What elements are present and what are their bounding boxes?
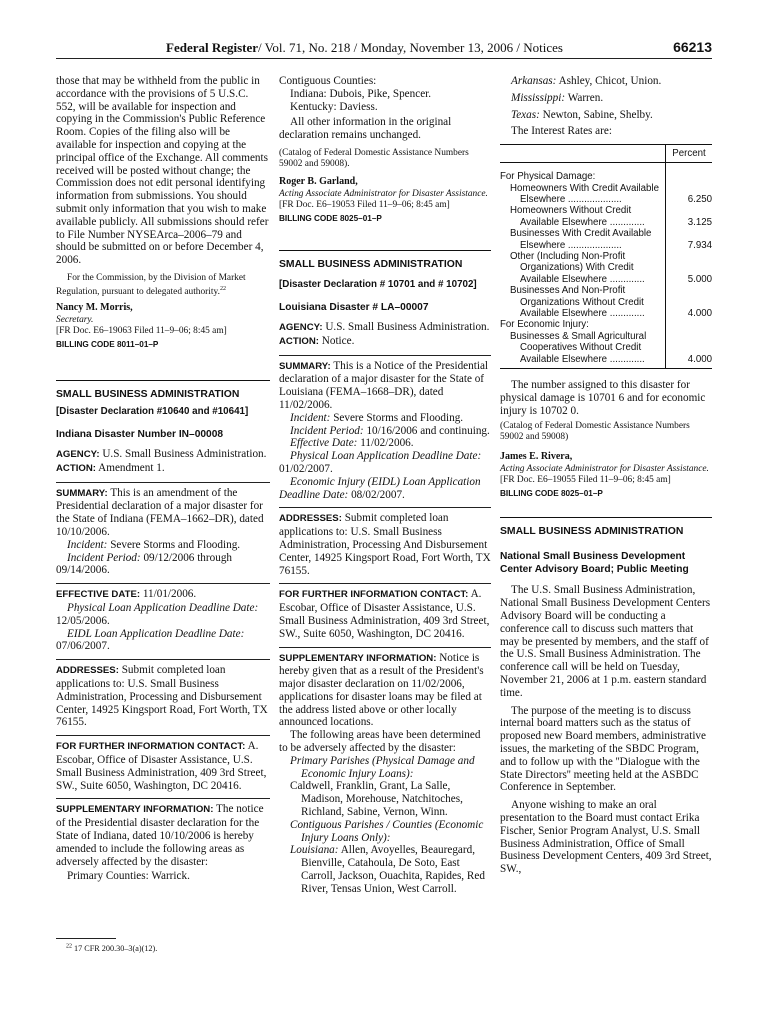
incident-period-line: Incident Period: 09/12/2006 through 09/14/2006. — [56, 551, 233, 577]
rate-value: 3.125 — [687, 216, 712, 228]
louisiana-parishes: Louisiana: Allen, Avoyelles, Beauregard, Bienville, Catahoula, De Soto, East Carroll, Jackson, Ouachita, Rapides, Red River, Tensas Union, West Carroll. — [290, 844, 485, 895]
action-line: ACTION: Amendment 1. — [56, 461, 165, 474]
divider — [56, 482, 270, 483]
divider — [56, 798, 270, 799]
contiguous-label: Contiguous Counties: — [279, 75, 377, 87]
footnote: $^{22}$ 17 CFR 200.30–3(a)(12). — [56, 938, 270, 953]
divider — [279, 583, 491, 584]
eidl-deadline: Economic Injury (EIDL) Loan Application Deadline Date: 08/02/2007. — [279, 475, 481, 501]
commission-line: For the Commission, by the Division of Market Regulation, pursuant to delegated authority.$^{22}$ — [56, 272, 246, 298]
billing-code: BILLING CODE 8011–01–P — [56, 339, 159, 349]
running-head — [166, 40, 563, 56]
signer-name: James E. Rivera, — [500, 451, 573, 463]
section-divider — [500, 517, 712, 518]
contiguous-kentucky: Kentucky: Daviess. — [290, 100, 378, 113]
signer-name: Nancy M. Morris, — [56, 302, 133, 314]
rate-value: 7.934 — [687, 239, 712, 251]
table-row — [500, 285, 712, 319]
rate-category: Homeowners With Credit Available Elsewhere .................... — [500, 183, 666, 206]
divider — [279, 507, 491, 508]
rate-value: 6.250 — [687, 194, 712, 205]
primary-parishes-list: Caldwell, Franklin, Grant, La Salle, Madison, Morehouse, Natchitoches, Richland, Sabine, Vernon, Winn. — [290, 780, 463, 819]
table-header-blank — [500, 145, 666, 163]
supplementary-info: SUPPLEMENTARY INFORMATION: Notice is hereby given that as a result of the President's major disaster declaration on 11/02/2006, applications for disaster loans may be filed at the address listed above or other locally announced locations. — [279, 651, 484, 729]
docket-number: [Disaster Declaration #10640 and #10641] — [56, 406, 249, 418]
section-divider — [279, 250, 491, 251]
rate-value: 4.000 — [687, 308, 712, 320]
contact-info: FOR FURTHER INFORMATION CONTACT: A. Escobar, Office of Disaster Assistance, U.S. Small Business Administration, 409 3rd Street, SW., Suite 6050, Washington, DC 20416. — [279, 588, 490, 640]
rate-value — [666, 319, 713, 330]
table-header-row — [500, 145, 712, 163]
docket-number: [Disaster Declaration # 10701 and # 10702] — [279, 279, 477, 291]
journal-name: Federal Register — [166, 40, 259, 55]
arkansas-counties: Arkansas: Ashley, Chicot, Union. — [511, 75, 662, 87]
signer-title: Secretary. — [56, 314, 94, 325]
section-divider — [56, 380, 270, 381]
footnote-rule — [56, 938, 116, 939]
rate-category: For Economic Injury: — [500, 319, 666, 330]
fr-doc: [FR Doc. E6–19063 Filed 11–9–06; 8:45 am] — [56, 325, 227, 336]
affected-areas: The following areas have been determined to be adversely affected by the disaster: — [279, 729, 481, 755]
billing-code: BILLING CODE 8025–01–P — [279, 213, 382, 223]
fr-doc: [FR Doc. E6–19055 Filed 11–9–06; 8:45 am] — [500, 475, 671, 486]
catalog-line: (Catalog of Federal Domestic Assistance Numbers 59002 and 59008). — [279, 147, 469, 169]
summary: SUMMARY: This is an amendment of the Presidential declaration of a major disaster for the State of Indiana (FEMA–1662–DR), dated 10/10/2006. — [56, 486, 264, 539]
interest-rates-table — [500, 144, 712, 369]
table-header-percent: Percent — [666, 145, 713, 163]
table-row — [500, 183, 712, 206]
disaster-numbers: The number assigned to this disaster for physical damage is 10701 6 and for economic injury is 10702 0. — [500, 379, 706, 417]
divider — [279, 647, 491, 648]
addresses: ADDRESSES: Submit completed loan applications to: U.S. Small Business Administration, Processing And Disbursement Center, 14925 Kingsport Road, Fort Worth, TX 76155. — [279, 512, 491, 577]
agency-heading: SMALL BUSINESS ADMINISTRATION — [56, 388, 240, 400]
contiguous-indiana: Indiana: Dubois, Pike, Spencer. — [290, 87, 432, 100]
incident-line: Incident: Severe Storms and Flooding. — [290, 411, 464, 424]
table-row — [500, 319, 712, 330]
divider — [56, 659, 270, 660]
billing-code: BILLING CODE 8025–01–P — [500, 489, 603, 499]
mississippi-counties: Mississippi: Warren. — [511, 91, 604, 104]
rate-category: Businesses And Non-Profit Organizations Without Credit Available Elsewhere ............. — [500, 285, 666, 319]
agency-heading: SMALL BUSINESS ADMINISTRATION — [500, 526, 684, 538]
addresses: ADDRESSES: Submit completed loan applications to: U.S. Small Business Administration, Processing and Disbursement Center, 14925 Kingsport Road, Fort Worth, TX 76155. — [56, 664, 268, 729]
agency-heading: SMALL BUSINESS ADMINISTRATION — [279, 258, 463, 270]
table-row — [500, 228, 712, 251]
page-header — [56, 40, 712, 59]
paragraph: Anyone wishing to make an oral presentation to the Board must contact Erika Fischer, Senior Program Analyst, U.S. Small Business Administration, Office of Small Business Development Centers, 409 3rd Street, SW., — [500, 799, 712, 876]
signer-title: Acting Associate Administrator for Disaster Assistance. — [279, 188, 488, 199]
texas-counties: Texas: Newton, Sabine, Shelby. — [511, 108, 653, 121]
notice-subject: National Small Business Development Center Advisory Board; Public Meeting — [500, 550, 689, 575]
paragraph: The purpose of the meeting is to discuss internal board matters such as the status of proposed new Board members, administrative issues, the marketing of the SBDC Program, and to follow up with the ''Dialogue with the State Directors'' meeting held at the ASBDC Conference in September. — [500, 704, 706, 794]
summary: SUMMARY: This is a Notice of the Presidential declaration of a major disaster for the State of Louisiana (FEMA–1668–DR), dated 11/02/2006. — [279, 359, 489, 411]
loan-deadline: Physical Loan Application Deadline Date: 01/02/2007. — [279, 450, 482, 475]
table-row — [500, 331, 712, 369]
effective-date: Effective Date: 11/02/2006. — [290, 437, 414, 450]
signer-name: Roger B. Garland, — [279, 175, 358, 187]
agency-line: AGENCY: U.S. Small Business Administration. — [279, 320, 490, 333]
rate-value: 5.000 — [687, 273, 712, 285]
supplementary-info: SUPPLEMENTARY INFORMATION: The notice of the Presidential disaster declaration for the State of Indiana, dated 10/10/2006 is hereby amended to include the following areas as adversely affected by the disaster: — [56, 803, 264, 868]
rate-category: Businesses & Small Agricultural Cooperatives Without Credit Available Elsewhere ............. — [500, 331, 666, 369]
fr-doc: [FR Doc. E6–19053 Filed 11–9–06; 8:45 am] — [279, 199, 450, 210]
notice-subject: Indiana Disaster Number IN–00008 — [56, 429, 224, 441]
column-2 — [279, 75, 491, 896]
eidl-deadline: EIDL Loan Application Deadline Date: 07/06/2007. — [56, 627, 245, 653]
rate-value — [666, 163, 713, 183]
paragraph: The U.S. Small Business Administration, National Small Business Development Centers Advisory Board will be conducting a conference call to discuss such matters that may be presented by members, and the staff of the U.S. Small Business Administration. The conference call will be held on Tuesday, November 21, 2006 at 1 p.m. eastern standard time. — [500, 584, 711, 699]
agency-line: AGENCY: U.S. Small Business Administration. — [56, 448, 267, 461]
rate-value: 4.000 — [666, 331, 713, 369]
table-row — [500, 163, 712, 183]
table-body — [500, 163, 712, 369]
incident-line: Incident: Severe Storms and Flooding. — [67, 538, 241, 551]
effective-date: EFFECTIVE DATE: 11/01/2006. — [56, 588, 197, 601]
rate-category: Homeowners Without Credit Available Elsewhere ............. — [500, 205, 666, 228]
rates-intro: The Interest Rates are: — [511, 125, 612, 138]
divider — [56, 583, 270, 584]
divider — [56, 735, 270, 736]
loan-deadline: Physical Loan Application Deadline Date: 12/05/2006. — [56, 602, 259, 627]
catalog-line: (Catalog of Federal Domestic Assistance Numbers 59002 and 59008) — [500, 421, 690, 443]
contact-info: FOR FURTHER INFORMATION CONTACT: A. Escobar, Office of Disaster Assistance, U.S. Small Business Administration, 409 3rd Street, SW., Suite 6050, Washington, DC 20416. — [56, 740, 267, 792]
rate-category: Other (Including Non-Profit Organizations) With Credit Available Elsewhere ............. — [500, 251, 666, 285]
page-number: 66213 — [673, 39, 712, 55]
table-row — [500, 251, 712, 285]
column-1 — [56, 75, 270, 883]
other-info: All other information in the original declaration remains unchanged. — [279, 116, 452, 142]
signer-title: Acting Associate Administrator for Disaster Assistance. — [500, 464, 709, 475]
notice-subject: Louisiana Disaster # LA–00007 — [279, 302, 429, 314]
action-line: ACTION: Notice. — [279, 334, 355, 347]
primary-counties: Primary Counties: Warrick. — [67, 870, 190, 883]
contiguous-parishes-label: Contiguous Parishes / Counties (Economic Injury Loans Only): — [290, 818, 484, 844]
incident-period-line: Incident Period: 10/16/2006 and continuing. — [290, 424, 490, 437]
rate-category: Businesses With Credit Available Elsewhere .................... — [500, 228, 666, 251]
paragraph: those that may be withheld from the public in accordance with the provisions of 5 U.S.C. 552, will be available for inspection and copying in the Commission's Public Reference Room. Copies of the filing also will be available for inspection and copying at the principal office of the Exchange. All comments received will be posted without change; the Commission does not edit personal identifying information from submissions. You should submit only information that you wish to make available publicly. All submissions should refer to File Number NYSEArca–2006–79 and should be submitted on or before December 4, 2006. — [56, 75, 269, 267]
primary-parishes-label: Primary Parishes (Physical Damage and Economic Injury Loans): — [290, 754, 475, 780]
column-3 — [500, 75, 712, 876]
issue-info: / Vol. 71, No. 218 / Monday, November 13, 2006 / Notices — [258, 40, 563, 55]
table-row — [500, 205, 712, 228]
divider — [279, 355, 491, 356]
rate-category: For Physical Damage: — [500, 163, 666, 183]
